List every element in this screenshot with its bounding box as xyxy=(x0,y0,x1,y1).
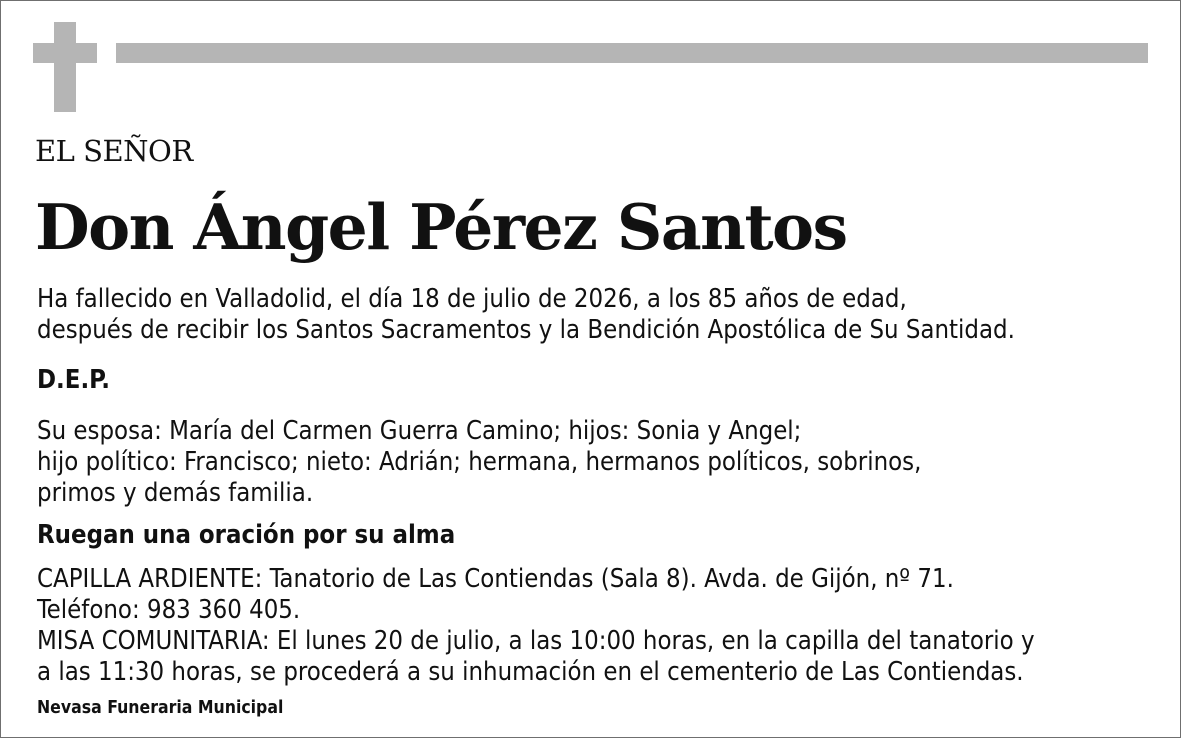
dep-text: D.E.P. xyxy=(37,365,111,395)
header-rule xyxy=(116,43,1148,63)
service-details xyxy=(37,564,1035,688)
funeral-home-name: Nevasa Funeraria Municipal xyxy=(37,698,284,718)
service-line: MISA COMUNITARIA: El lunes 20 de julio, a las 10:00 horas, en la capilla del tanatorio y xyxy=(37,626,1035,656)
honorific-label: EL SEÑOR xyxy=(35,134,193,168)
announcement-line: Ha fallecido en Valladolid, el día 18 de julio de 2026, a los 85 años de edad, xyxy=(37,284,907,314)
announcement-line: después de recibir los Santos Sacramentos y la Bendición Apostólica de Su Santidad. xyxy=(37,315,1015,345)
service-line: Teléfono: 983 360 405. xyxy=(37,595,301,625)
cross-horizontal-bar xyxy=(33,43,97,63)
family-line: primos y demás familia. xyxy=(37,478,314,508)
prayer-request: Ruegan una oración por su alma xyxy=(37,520,456,550)
family-line: hijo político: Francisco; nieto: Adrián; hermana, hermanos políticos, sobrinos, xyxy=(37,447,922,477)
deceased-name: Don Ángel Pérez Santos xyxy=(35,190,847,264)
service-line: a las 11:30 horas, se procederá a su inhumación en el cementerio de Las Contiendas. xyxy=(37,657,1024,687)
service-line: CAPILLA ARDIENTE: Tanatorio de Las Contiendas (Sala 8). Avda. de Gijón, nº 71. xyxy=(37,564,954,594)
death-announcement xyxy=(37,284,1015,346)
family-list xyxy=(37,416,921,509)
cross-vertical-bar xyxy=(54,22,76,112)
family-line: Su esposa: María del Carmen Guerra Camino; hijos: Sonia y Angel; xyxy=(37,416,802,446)
